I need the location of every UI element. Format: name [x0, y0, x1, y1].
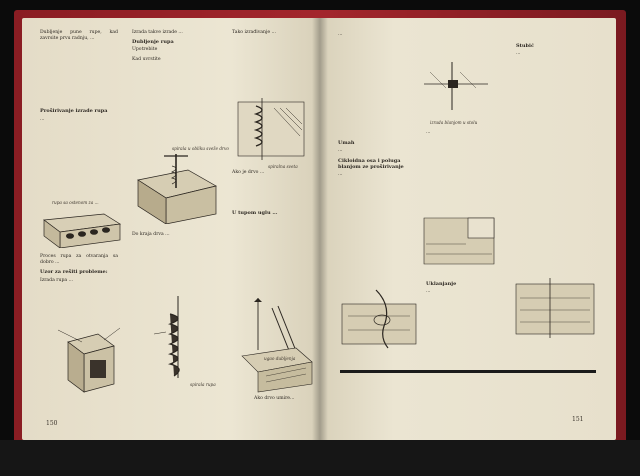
left-col2-intro: Izrada takve izrade ...	[132, 30, 183, 35]
right-col1-body-1: ...	[338, 148, 343, 154]
left-col3-intro: Tako izrađivanje ...	[232, 30, 276, 35]
drill-diagram-figure	[230, 96, 312, 162]
plane-joint-figure	[416, 58, 496, 118]
right-col-1	[338, 32, 414, 181]
right-col3-body: ...	[516, 51, 521, 57]
right-col1-heading-1: Umah	[338, 140, 355, 147]
right-col-2	[426, 130, 508, 139]
left-page-number: 150	[46, 420, 58, 427]
left-col-3	[232, 30, 312, 39]
box-joint-figure	[54, 324, 124, 396]
right-col1-body-2: ...	[338, 172, 343, 178]
left-col3-body: Ako je drvo ...	[232, 170, 265, 175]
drill-board-figure	[42, 206, 122, 248]
right-col-3	[516, 40, 596, 60]
left-col1-body-2: Proces rupa za otvaranja sa dobro ...	[40, 254, 118, 266]
right-col1-heading-2: Cikloidna osa i poluga blanjom ze proširivanje	[338, 157, 404, 170]
book-gutter	[312, 18, 328, 440]
right-col1-intro: ...	[338, 32, 343, 37]
left-col3-caption-2: ugao dubljenja	[264, 356, 296, 361]
section-rule	[340, 370, 596, 373]
right-page	[320, 18, 616, 440]
auger-wood-figure	[132, 152, 220, 224]
left-col1-body-1: ...	[40, 116, 45, 122]
left-col2-caption-1: spirala u obliku sveže drvo	[172, 146, 229, 151]
left-page	[22, 18, 320, 440]
spiral-bit-figure	[148, 294, 208, 380]
left-col2-heading: Dubljenje rupa	[132, 39, 174, 46]
left-col2-bullet-1: Upotrebite	[132, 47, 158, 53]
left-col2-caption-2: spirala rupa	[190, 382, 216, 387]
left-col3-caption-3: Ako drvo umire...	[254, 396, 295, 401]
left-col1-heading-1: Proširivanje izrade rupa	[40, 108, 108, 115]
right-col2-heading: Uklanjanje	[426, 281, 457, 287]
angled-drilling-figure	[236, 298, 314, 394]
grain-direction-figure	[510, 274, 600, 344]
left-col1-body-3: Izrada rupa ...	[40, 277, 73, 283]
table-surface	[0, 440, 640, 476]
rebate-figure	[420, 208, 504, 274]
left-col1-intro: Dubljenje pune rupe, kad zavrsite prvu radnju, ...	[40, 30, 118, 42]
left-col-2	[132, 30, 218, 66]
right-page-number: 151	[572, 416, 584, 423]
right-col3-heading: Stubić	[516, 43, 534, 49]
right-col2-caption-1: izrada blanjom u stolu	[430, 120, 478, 125]
left-col-1	[40, 30, 118, 126]
saw-cut-figure	[340, 286, 420, 360]
left-col2-bullet-2: Kad uvrstite	[132, 56, 161, 62]
left-col1-fig-label: rupa sa ostenom za ...	[52, 200, 99, 205]
right-col2-caption-2: ...	[426, 289, 431, 295]
left-col1-heading-2: Uzor za rešiti probleme:	[40, 269, 108, 276]
left-col3-heading: U tupom uglu ...	[232, 210, 278, 217]
left-col3-caption-1: spiralna sveta	[268, 164, 298, 169]
right-col2-body-1: ...	[426, 130, 431, 135]
left-col2-body: Do kraja drva ...	[132, 232, 170, 237]
